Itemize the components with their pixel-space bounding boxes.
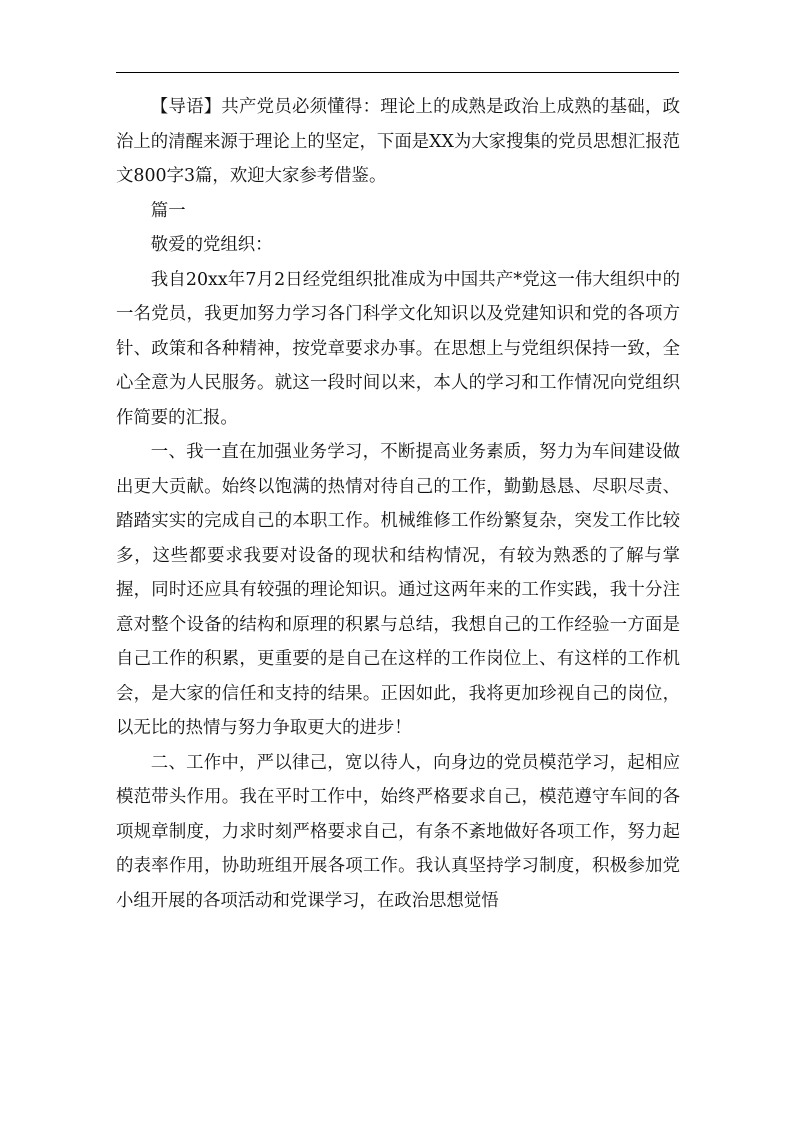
body-paragraph-3: 二、工作中，严以律己，宽以待人，向身边的党员模范学习，起相应模范带头作用。我在平时工作中，始终严格要求自己，模范遵守车间的各项规章制度，力求时刻严格要求自己，有条不紊地做好各项工作，努力起的表率作用，协助班组开展各项工作。我认真坚持学习制度，积极参加党小组开展的各项活动和党课学习，在政治思想觉悟	[116, 752, 680, 911]
header-rule	[116, 72, 679, 73]
salutation: 敬爱的党组织：	[150, 235, 273, 255]
section-heading: 篇一	[150, 200, 186, 221]
intro-paragraph: 【导语】共产党员必须懂得：理论上的成熟是政治上成熟的基础，政治上的清醒来源于理论上的坚定，下面是XX为大家搜集的党员思想汇报范文800字3篇，欢迎大家参考借鉴。	[116, 97, 680, 186]
document-body	[116, 90, 680, 918]
body-paragraph-2: 一、我一直在加强业务学习，不断提高业务素质，努力为车间建设做出更大贡献。始终以饱满的热情对待自己的工作，勤勤恳恳、尽职尽责、踏踏实实的完成自己的本职工作。机械维修工作纷繁复杂，突发工作比较多，这些都要求我要对设备的现状和结构情况，有较为熟悉的了解与掌握，同时还应具有较强的理论知识。通过这两年来的工作实践，我十分注意对整个设备的结构和原理的积累与总结，我想自己的工作经验一方面是自己工作的积累，更重要的是自己在这样的工作岗位上、有这样的工作机会，是大家的信任和支持的结果。正因如此，我将更加珍视自己的岗位，以无比的热情与努力争取更大的进步！	[116, 442, 680, 738]
body-paragraph-1: 我自20xx年7月2日经党组织批准成为中国共产*党这一伟大组织中的一名党员，我更加努力学习各门科学文化知识以及党建知识和党的各项方针、政策和各种精神，按党章要求办事。在思想上与党组织保持一致，全心全意为人民服务。就这一段时间以来，本人的学习和工作情况向党组织作简要的汇报。	[116, 269, 680, 428]
